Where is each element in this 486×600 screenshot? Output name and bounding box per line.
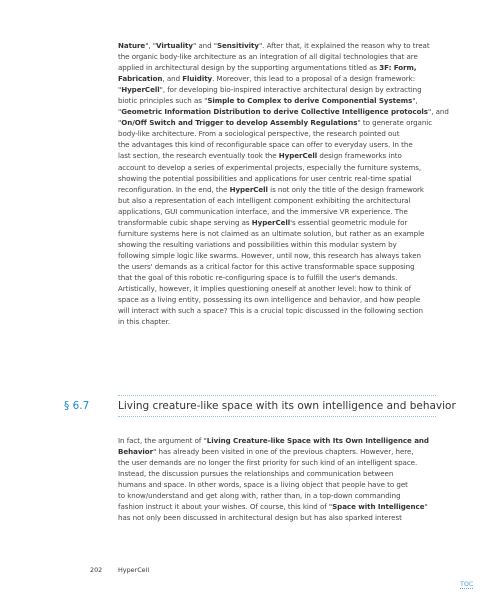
text-line: [118, 95, 436, 106]
bold-term: Virtuality: [156, 41, 193, 50]
bold-term: Space with Intelligence: [332, 502, 425, 512]
text-run: Instead, the discussion pursues the relationships and communication between: [118, 469, 394, 479]
text-run: 's essential geometric module for: [290, 217, 408, 227]
text-line: [118, 128, 436, 139]
text-run: last section, the research eventually took the: [118, 151, 279, 161]
text-line: [118, 117, 436, 128]
bold-term: Fabrication: [118, 74, 163, 84]
bold-term: Living Creature-like Space with Its Own Intelligence and: [206, 436, 429, 445]
text-line: [118, 206, 436, 217]
text-line: [118, 228, 436, 239]
bold-term: Nature: [118, 41, 146, 50]
body-paragraph-2: [118, 435, 436, 523]
text-run: following simple logic like swarms. However, until now, this research has always taken: [118, 250, 421, 260]
text-line: [118, 479, 436, 490]
text-line: [118, 305, 436, 316]
bold-term: HyperCell: [278, 151, 318, 161]
text-line: [118, 501, 436, 512]
text-run: transformable cubic shape serving as: [118, 217, 252, 227]
bold-term: On/Off Switch and Trigger to develop Assembly Regulations: [121, 118, 358, 128]
text-line: [118, 40, 436, 51]
text-run: to know/understand and get along with, rather than, in a top-down commanding: [118, 491, 401, 501]
text-run: body-like architecture. From a sociological perspective, the research pointed out: [118, 129, 400, 139]
text-run: , and: [162, 74, 183, 84]
text-run: ", ": [145, 41, 157, 50]
text-run: " to generate organic: [357, 118, 433, 128]
text-line: [118, 162, 436, 173]
text-run: biotic principles such as ": [118, 96, 208, 106]
text-run: the user demands are no longer the first priority for such kind of an intelligent space.: [118, 458, 418, 468]
section-divider-bottom: [118, 416, 436, 417]
bold-term: HyperCell: [229, 184, 268, 194]
text-line: [118, 184, 436, 195]
bold-term: Geometric Information Distribution to derive Collective Intelligence protocols: [121, 107, 428, 117]
text-run: will interact with such a space? This is a crucial topic discussed in the following section: [118, 306, 423, 316]
text-line: [118, 435, 436, 446]
text-run: the advantages this kind of reconfigurable space can offer to everyday users. In the: [118, 140, 413, 150]
text-run: in this chapter.: [118, 317, 171, 327]
text-run: reconfiguration. In the end, the: [118, 184, 230, 194]
text-line: [118, 283, 436, 294]
text-line: [118, 512, 436, 523]
text-line: [118, 316, 436, 327]
text-run: . Moreover, this lead to a proposal of a design framework:: [212, 74, 416, 84]
text-run: the users' demands as a critical factor for this active transformable space supposing: [118, 261, 415, 271]
text-run: ", for developing bio-inspired interactive architectural design by extracting: [159, 85, 422, 95]
text-run: showing the resulting variations and possibilities within this modular system by: [118, 239, 397, 249]
text-line: [118, 139, 436, 150]
text-run: ": [118, 118, 122, 128]
bold-term: HyperCell: [121, 85, 160, 95]
text-line: [118, 468, 436, 479]
text-line: [118, 173, 436, 184]
bold-term: Behavior: [118, 447, 154, 457]
text-line: [118, 62, 436, 73]
text-run: applied in architectural design by the supporting argumentations titled as: [118, 63, 380, 73]
text-run: account to develop a series of experimental projects, especially the furniture systems,: [118, 162, 422, 172]
text-line: [118, 51, 436, 62]
section-number: § 6.7: [64, 400, 90, 412]
text-run: " and ": [192, 41, 217, 50]
text-line: [118, 294, 436, 305]
text-run: the organic body-like architecture as an integration of all digital technologies that are: [118, 52, 418, 62]
text-line: [118, 446, 436, 457]
bold-term: 3F: Form,: [379, 63, 417, 73]
text-run: fashion instruct it about your wishes. Of course, this kind of ": [118, 502, 333, 512]
body-paragraph-1: [118, 40, 449, 327]
text-run: In fact, the argument of ": [118, 436, 207, 445]
text-run: ", and: [427, 107, 449, 117]
text-line: [118, 239, 436, 250]
text-line: [118, 261, 436, 272]
text-run: ": [118, 85, 122, 95]
text-run: is not only the title of the design framework: [267, 184, 424, 194]
text-line: [118, 250, 436, 261]
page-number: 202: [90, 566, 103, 574]
text-run: " has already been visited in one of the previous chapters. However, here,: [153, 447, 414, 457]
text-run: ": [118, 107, 122, 117]
text-line: [118, 490, 436, 501]
text-run: humans and space. In other words, space is a living object that people have to get: [118, 480, 408, 490]
text-run: Artistically, however, it implies questioning oneself at another level: how to think of: [118, 284, 412, 294]
section-heading: Living creature-like space with its own intelligence and behavior: [118, 400, 456, 412]
text-line: [118, 195, 436, 206]
bold-term: HyperCell: [251, 217, 291, 227]
text-run: ": [424, 502, 428, 512]
text-line: [118, 272, 436, 283]
text-line: [118, 73, 436, 84]
text-run: has not only been discussed in architectural design but has also sparked interest: [118, 513, 402, 523]
text-line: [118, 217, 436, 228]
text-line: [118, 457, 436, 468]
text-run: that the goal of this robotic re-configuring space is to fulfill the user's demands.: [118, 272, 398, 282]
text-run: furniture systems here is not claimed as an ultimate solution, but rather as an example: [118, 228, 425, 238]
toc-link[interactable]: TOC: [460, 580, 474, 588]
text-run: ". After that, it explained the reason why to treat: [258, 41, 430, 50]
text-run: showing the potential possibilities and applications for user centric real-time spatial: [118, 173, 412, 183]
text-run: applications, GUI communication interface, and the immersive VR experience. The: [118, 206, 408, 216]
text-run: space as a living entity, possessing its own intelligence and behavior, and how people: [118, 295, 421, 305]
running-title: HyperCell: [118, 566, 150, 574]
text-run: design frameworks into: [317, 151, 402, 161]
text-run: ",: [412, 96, 418, 106]
bold-term: Sensitivity: [216, 41, 259, 50]
text-line: [118, 106, 449, 117]
bold-term: Simple to Complex to derive Componential Systems: [207, 96, 413, 106]
bold-term: Fluidity: [182, 74, 213, 84]
text-line: [118, 84, 436, 95]
text-line: [118, 150, 436, 161]
text-run: but also a representation of each intelligent component exhibiting the architectural: [118, 195, 411, 205]
section-divider-top: [118, 395, 436, 396]
